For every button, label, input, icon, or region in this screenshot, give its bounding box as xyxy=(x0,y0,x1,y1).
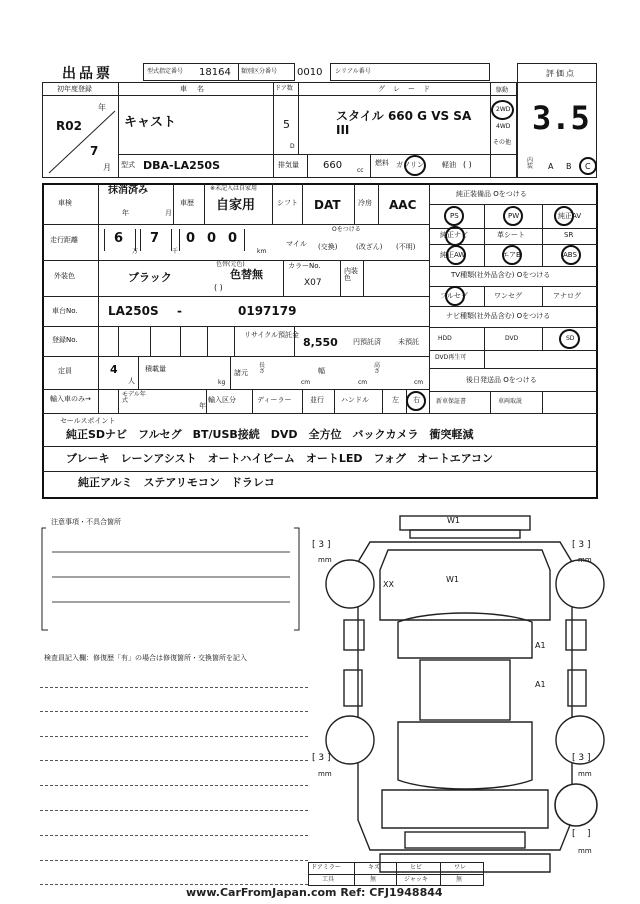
legend-tool-value: 無 xyxy=(370,876,377,883)
equip-sr: SR xyxy=(564,231,574,239)
equip-navi-circle xyxy=(445,226,465,246)
tv-fullseg-circle xyxy=(445,286,465,306)
car-name: キャスト xyxy=(124,115,177,130)
first-reg-label: 初年度登録 xyxy=(57,85,92,93)
mark-right-rear: A1 xyxy=(535,680,546,689)
first-reg-month: 7 xyxy=(90,144,99,158)
tread-rear-right: [ 3 ] xyxy=(572,753,591,763)
model-year-unit: 年 xyxy=(199,402,206,410)
legend-header-break: ワレ xyxy=(454,864,467,871)
size-length: 長さ xyxy=(259,362,266,375)
capacity-label: 定員 xyxy=(58,367,72,375)
tread-spare-mm: mm xyxy=(578,847,592,855)
tread-front-left: [ 3 ] xyxy=(312,540,331,550)
color-paren: ( ) xyxy=(214,283,223,292)
interior-a: A xyxy=(548,162,554,171)
tv-analog: アナログ xyxy=(553,292,581,300)
mileage-unknown: (不明) xyxy=(396,243,416,251)
model-number-label: 型式指定番号 xyxy=(147,68,184,75)
caution-box xyxy=(40,522,305,632)
recycle-unpaid: 未預託 xyxy=(398,338,419,346)
size-width: 幅 xyxy=(318,367,325,375)
equip-airbag-circle xyxy=(502,245,522,265)
equip-aw: 純正AW xyxy=(440,251,466,259)
handle-label: ハンドル xyxy=(341,396,369,404)
mileage-sen: 千 xyxy=(172,248,179,255)
after-manual: 車両取説 xyxy=(498,398,523,405)
doors-value: 5 xyxy=(283,118,290,131)
interior-b: B xyxy=(566,162,572,171)
mileage-altered: (改ざん) xyxy=(356,243,383,251)
sales-points-line2: ブレーキ レーンアシスト オートハイビーム オートLED フォグ オートエアコン xyxy=(66,452,494,465)
import-dealer: ディーラー xyxy=(257,396,292,404)
class-number: 0010 xyxy=(297,67,323,78)
tread-front-right-mm: mm xyxy=(578,556,592,564)
history-label: 車歴 xyxy=(180,199,194,207)
tread-front-right-value: 3 xyxy=(578,540,585,550)
shaken-year-unit: 年 xyxy=(122,209,129,217)
grade-line1: スタイル 660 G VS SA xyxy=(336,109,472,123)
doors-label: ドア数 xyxy=(275,85,293,92)
fuel-paren: ( ) xyxy=(463,160,472,169)
equip-navi: 純正ナビ xyxy=(440,231,468,239)
equip-leather: 革シート xyxy=(497,231,525,239)
document-title: 出品票 xyxy=(62,66,113,82)
equip-pw-circle xyxy=(503,206,523,226)
legend-jack-value: 無 xyxy=(456,876,463,883)
drive-4wd: 4WD xyxy=(496,123,511,130)
after-warranty: 新車保証書 xyxy=(436,398,467,405)
tv-oneseg: ワンセグ xyxy=(494,292,522,300)
doors-d: D xyxy=(290,143,295,150)
evaluation-label: 評価点 xyxy=(546,69,576,78)
capacity-value: 4 xyxy=(110,363,118,376)
model-value: DBA-LA250S xyxy=(143,159,220,172)
inspector-label: 検査員記入欄：修復歴「有」の場合は修復箇所・交換箇所を記入 xyxy=(44,654,247,662)
orig-color-value: 色替無 xyxy=(230,268,263,281)
mileage-digit-1: 6 xyxy=(114,231,124,246)
tv-fullseg: フルセグ xyxy=(440,292,468,300)
reg-no-label: 登録No. xyxy=(52,336,78,344)
shift-label: シフト xyxy=(277,199,298,207)
recycle-label: リサイクル預託金 xyxy=(244,331,300,339)
ac-value: AAC xyxy=(389,198,417,212)
grade-label: グレード xyxy=(378,85,438,93)
recycle-value: 8,550 xyxy=(303,336,338,349)
navi-dvd: DVD xyxy=(505,335,519,342)
import-label: 輸入車のみ→ xyxy=(50,395,91,403)
watermark: www.CarFromJapan.com Ref: CFJ1948844 xyxy=(186,886,443,899)
legend-header-mirror: ドアミラー xyxy=(311,864,341,871)
month-unit: 月 xyxy=(103,163,111,172)
equip-ps: PS xyxy=(450,212,459,220)
chassis-prefix: LA250S xyxy=(108,304,159,318)
equip-av: 純正AV xyxy=(558,212,582,220)
size-width-cm: cm xyxy=(358,379,368,386)
equip-pw: PW xyxy=(508,212,520,220)
mileage-digit-5: 0 xyxy=(228,231,238,246)
evaluation-score: 3.5 xyxy=(532,99,590,137)
model-year-label: モデル年式 xyxy=(122,391,146,404)
mark-roof: W1 xyxy=(446,575,459,584)
mark-windshield: W1 xyxy=(447,516,460,525)
size-height: 高さ xyxy=(374,362,381,375)
sales-points-line3: 純正アルミ ステアリモコン ドラレコ xyxy=(78,476,275,489)
chassis-label: 車台No. xyxy=(52,307,78,315)
color-value: ブラック xyxy=(128,271,172,284)
fuel-diesel: 軽油 xyxy=(442,161,456,169)
size-length-cm: cm xyxy=(301,379,311,386)
mileage-replaced: (交換) xyxy=(318,243,338,251)
caution-label: 注意事項・不具合箇所 xyxy=(51,518,121,526)
drive-label: 駆動 xyxy=(496,87,509,94)
chassis-number: 0197179 xyxy=(238,304,297,318)
grade-line2: III xyxy=(336,123,350,137)
mileage-label: 走行距離 xyxy=(50,236,78,244)
tread-rear-right-mm: mm xyxy=(578,770,592,778)
interior-label: 内装 xyxy=(527,157,534,170)
history-note: ※未記入は自家用 xyxy=(210,185,258,192)
mark-left-front: XX xyxy=(383,580,394,589)
history-value: 自家用 xyxy=(216,198,256,213)
mile-label: マイル xyxy=(286,240,307,248)
legend-tool: 工具 xyxy=(322,876,335,883)
mileage-mark-hint: Oをつける xyxy=(332,226,361,233)
chassis-dash: - xyxy=(177,304,182,318)
displacement-value: 660 xyxy=(323,160,343,171)
fuel-gasoline: ガソリン xyxy=(396,161,424,169)
capacity-unit: 人 xyxy=(128,377,135,385)
sales-points-label: セールスポイント xyxy=(60,417,116,425)
factory-equipment-title: 純正装備品 Oをつける xyxy=(456,190,527,198)
car-name-label: 車名 xyxy=(180,85,214,93)
mileage-digit-2: 7 xyxy=(150,231,160,246)
recycle-unit: 円預託済 xyxy=(353,338,381,346)
navi-hdd: HDD xyxy=(438,335,452,342)
shaken-month-unit: 月 xyxy=(165,209,172,217)
mileage-man: 万 xyxy=(132,248,139,255)
tread-rear-left: [ 3 ] xyxy=(312,753,331,763)
tread-rear-left-mm: mm xyxy=(318,770,332,778)
tread-front-left-value: 3 xyxy=(318,540,325,550)
fuel-circle xyxy=(404,155,426,176)
class-number-label: 類別区分番号 xyxy=(241,68,278,75)
navi-title: ナビ種類(社外品含む) Oをつける xyxy=(446,312,551,320)
shaken-label: 車検 xyxy=(58,199,72,207)
tv-title: TV種類(社外品含む) Oをつける xyxy=(451,271,551,279)
ac-label: 冷房 xyxy=(358,199,372,207)
serial-label: シリアル番号 xyxy=(335,68,371,75)
interior-c-circle xyxy=(579,157,597,175)
equip-aw-circle xyxy=(446,245,466,265)
import-type-label: 輸入区分 xyxy=(208,396,236,404)
size-label: 諸元 xyxy=(234,369,248,377)
fuel-label: 燃料 xyxy=(375,159,389,167)
interior-color-label: 内装色 xyxy=(344,267,358,282)
tread-front-right: [ 3 ] xyxy=(572,540,591,550)
color-no: X07 xyxy=(304,278,322,288)
drive-other: その他 xyxy=(493,139,512,146)
legend-header-crack: ヒビ xyxy=(410,864,423,871)
tread-front-left-mm: mm xyxy=(318,556,332,564)
drive-2wd-circle xyxy=(491,100,514,120)
shaken-value: 抹消済み xyxy=(108,185,148,196)
model-label: 型式 xyxy=(121,161,135,169)
navi-sd: SD xyxy=(566,335,575,342)
displacement-label: 排気量 xyxy=(278,161,299,169)
load-label: 積載量 xyxy=(145,365,166,373)
load-kg: kg xyxy=(218,379,226,386)
mileage-km: km xyxy=(257,248,267,255)
model-number: 18164 xyxy=(199,67,231,78)
drive-2wd: 2WD xyxy=(496,106,511,113)
equip-abs-circle xyxy=(561,245,581,265)
interior-c: C xyxy=(585,162,591,171)
equip-airbag: エアB xyxy=(502,251,521,259)
equip-av-circle xyxy=(554,206,574,226)
mark-right-door: A1 xyxy=(535,641,546,650)
mileage-digit-3: 0 xyxy=(186,231,196,246)
aftermarket-title: 後日発送品 Oをつける xyxy=(466,376,537,384)
navi-sd-circle xyxy=(559,329,580,349)
first-reg-year: R02 xyxy=(56,119,82,133)
handle-right: 右 xyxy=(413,396,420,404)
mileage-digit-4: 0 xyxy=(207,231,217,246)
color-no-label: カラーNo. xyxy=(288,262,321,270)
equip-abs: ABS xyxy=(563,251,577,259)
legend-jack: ジャッキ xyxy=(404,876,428,883)
shift-value: DAT xyxy=(314,198,341,212)
displacement-cc: cc xyxy=(357,167,364,174)
handle-left: 左 xyxy=(392,396,399,404)
sales-points-line1: 純正SDナビ フルセグ BT/USB接続 DVD 全方位 バックカメラ 衝突軽減 xyxy=(66,428,474,441)
size-height-cm: cm xyxy=(414,379,424,386)
tread-spare: [ ] xyxy=(572,829,591,839)
color-label: 外装色 xyxy=(54,272,75,280)
year-unit: 年 xyxy=(98,103,106,112)
import-parallel: 並行 xyxy=(310,396,324,404)
orig-color-label: 色替(元色) xyxy=(216,261,245,268)
tread-rear-left-value: 3 xyxy=(318,753,325,763)
tread-rear-right-value: 3 xyxy=(578,753,585,763)
handle-right-circle xyxy=(406,391,426,411)
equip-ps-circle xyxy=(444,206,464,226)
dvd-playback-label: DVD再生可 xyxy=(435,354,467,361)
legend-header-scratch: キズ xyxy=(368,864,380,871)
